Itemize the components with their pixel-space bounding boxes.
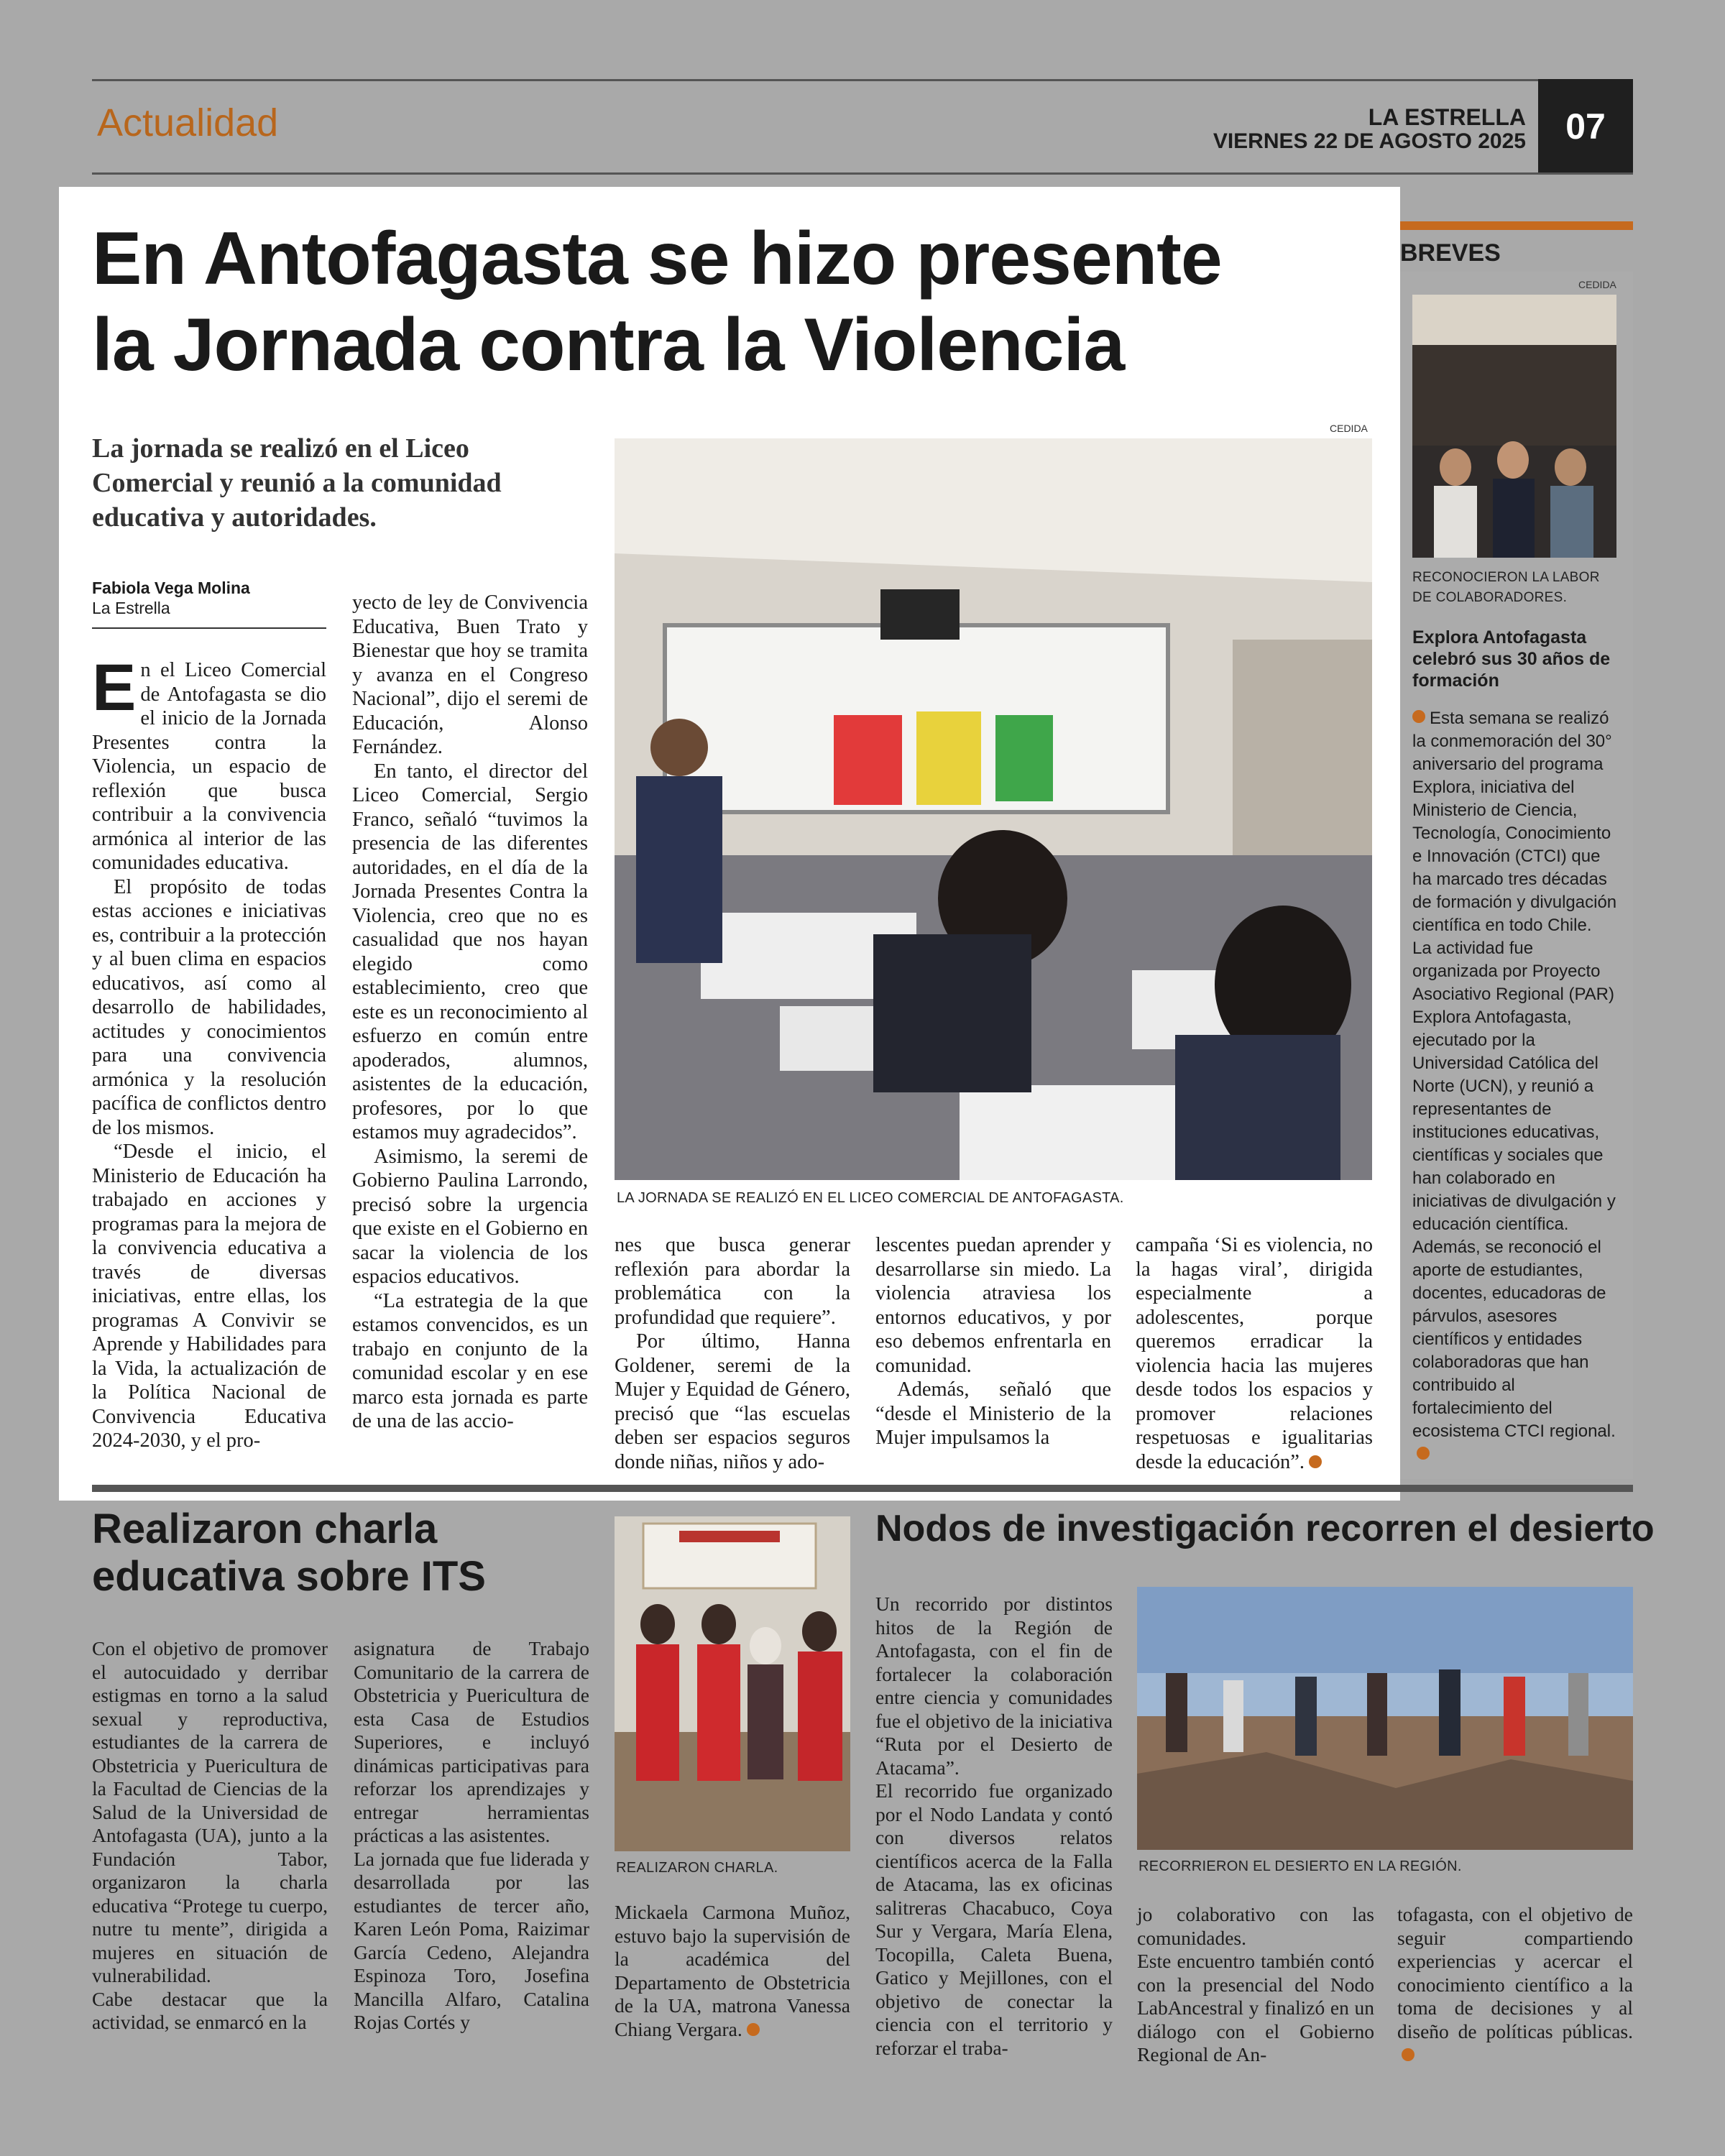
its-col1-p2: Cabe destacar que la actividad, se enmarcó en la (92, 1987, 328, 2033)
nodos-photo-caption: RECORRIERON EL DESIERTO EN LA REGIÓN. (1138, 1858, 1462, 1874)
its-headline-line1: Realizaron charla (92, 1506, 438, 1552)
main-deck: La jornada se realizó en el Liceo Comercial y reunió a la comunidad educativa y autoridades. (92, 433, 502, 533)
nodos-col1-p2: El recorrido fue organizado por el Nodo Landata y contó con diversos relatos científicos acerca de la Falla de Atacama, las ex oficinas salitreras Chacabuco, Coya Sur y Vergara, María Elena, Tocopilla, Caleta Buena, Gatico y Mejillones, con el objetivo de conectar la ciencia con el territorio y reforzar el traba- (875, 1779, 1113, 2059)
main-col4-p1: lescentes puedan aprender y desarrollarse sin miedo. La violencia atraviesa los entornos educativos, y por eso debemos enfrentarla en comunidad. (875, 1234, 1111, 1377)
nodos-col2-p1: jo colaborativo con las comunidades. (1137, 1903, 1374, 1949)
dancers-photo-illustration (615, 1516, 850, 1851)
breves-photo (1412, 295, 1616, 558)
section-divider (92, 1485, 1633, 1492)
desert-photo-illustration (1137, 1587, 1633, 1850)
main-col5-p1: campaña ‘Si es violencia, no la hagas viral’, dirigida especialmente a adolescentes, porque queremos erradicar la violencia hacia las mujeres desde todos los espacios y promover relaciones respetuosas e igualitarias desde la educación”. (1136, 1234, 1373, 1473)
main-col-2 (352, 591, 588, 1434)
main-col1-p3: “Desde el inicio, el Ministerio de Educación ha trabajado en acciones y programas para la mejora de la convivencia educativa a través de diversas iniciativas, entre ellas, los programas A Convivir se Aprende y Habilidades para la Vida, la actualización de la Política Nacional de Convivencia Educativa 2024-2030, y el pro- (92, 1141, 326, 1452)
its-photo (615, 1516, 850, 1851)
main-col2-p4: “La estrategia de la que estamos convencidos, es un trabajo en conjunto de la comunidad escolar y en ese marco esta jornada es parte de una de las accio- (352, 1289, 588, 1432)
newspaper-name: LA ESTRELLA (1368, 104, 1526, 130)
nodos-col-2 (1137, 1903, 1374, 2067)
end-mark-icon (747, 2023, 760, 2036)
end-mark-icon (1309, 1455, 1322, 1468)
main-col3-p1: nes que busca generar reflexión para abordar la problemática con la profundidad que requiere”. (615, 1234, 850, 1329)
its-col2-p1: asignatura de Trabajo Comunitario de la carrera de Obstetricia y Puericultura de esta Casa de Estudios Superiores, e incluyó dinámicas participativas para reforzar los aprendizajes y entregar herramientas prácticas a las asistentes. (354, 1637, 589, 1846)
main-photo-caption: LA JORNADA SE REALIZÓ EN EL LICEO COMERCIAL DE ANTOFAGASTA. (617, 1190, 1124, 1206)
main-col-4 (875, 1233, 1111, 1450)
breves-p1: Esta semana se realizó la conmemoración del 30° aniversario del programa Explora, iniciativa del Ministerio de Ciencia, Tecnología, Conocimiento e Innovación (CTCI) que ha marcado tres décadas de formación y divulgación científica en todo Chile. (1412, 709, 1617, 935)
its-col-2 (354, 1637, 589, 2035)
header-bottom-rule (92, 172, 1633, 175)
its-col3-p1: Mickaela Carmona Muñoz, estuvo bajo la supervisión de la académica del Departamento de Obstetricia de la UA, matrona Vanessa Chiang Vergara. (615, 1901, 850, 2040)
bullet-icon (1412, 710, 1425, 723)
nodos-photo (1137, 1587, 1633, 1850)
masthead (1213, 106, 1526, 152)
main-col-5 (1136, 1233, 1373, 1474)
nodos-col2-p2: Este encuentro también contó con la presencial del Nodo LabAncestral y finalizó en un diálogo con el Gobierno Regional de An- (1137, 1950, 1374, 2065)
dropcap: E (92, 651, 137, 724)
main-col-3 (615, 1233, 850, 1474)
author-outlet: La Estrella (92, 599, 170, 617)
issue-date: VIERNES 22 DE AGOSTO 2025 (1213, 129, 1526, 153)
main-headline-line2: la Jornada contra la Violencia (92, 303, 1125, 387)
classroom-photo-illustration (615, 438, 1372, 1180)
main-photo (615, 438, 1372, 1180)
main-col-1 (92, 651, 326, 1453)
nodos-headline: Nodos de investigación recorren el desierto (875, 1508, 1655, 1549)
main-col1-p1: n el Liceo Comercial de Antofagasta se dio el inicio de la Jornada Presentes contra la Violencia, un espacio de reflexión que busca contribuir a la convivencia armónica al interior de las comunidades educativa. (92, 659, 326, 874)
main-col3-p2: Por último, Hanna Goldener, seremi de la Mujer y Equidad de Género, precisó que “las escuelas deben ser espacios seguros donde niñas, niños y ado- (615, 1330, 850, 1473)
byline (92, 578, 250, 618)
its-col-3 (615, 1901, 850, 2041)
author-name: Fabiola Vega Molina (92, 579, 250, 597)
breves-photo-caption: RECONOCIERON LA LABOR DE COLABORADORES. (1412, 570, 1600, 605)
breves-accent-bar (1400, 221, 1633, 230)
top-rule (92, 79, 1538, 81)
its-col1-p1: Con el objetivo de promover el autocuidado y derribar estigmas en torno a la salud sexual y reproductiva, estudiantes de la carrera de Obstetricia y Puericultura de la Facultad de Ciencias de la Salud de la Universidad de Antofagasta (UA), junto a la Fundación Tabor, organizaron la charla educativa “Protege tu cuerpo, nutre tu mente”, dirigida a mujeres en situación de vulnerabilidad. (92, 1637, 328, 1986)
breves-p2: La actividad fue organizada por Proyecto Asociativo Regional (PAR) Explora Antofagasta, ejecutado por la Universidad Católica del Norte (UCN), y reunió a representantes de instituciones educativas, científicas y sociales que han colaborado en iniciativas de divulgación y educación científica. Además, se reconoció el aporte de estudiantes, docentes, educadoras de párvulos, asesores científicos y entidades colaboradoras que han contribuido al fortalecimiento del ecosistema CTCI regional. (1412, 939, 1616, 1441)
main-col4-p2: Además, señaló que “desde el Ministerio de la Mujer impulsamos la (875, 1378, 1111, 1449)
its-headline (92, 1506, 595, 1600)
breves-title: BREVES (1400, 239, 1501, 267)
main-headline-line1: En Antofagasta se hizo presente (92, 217, 1222, 300)
byline-rule (92, 627, 326, 629)
its-col-1 (92, 1637, 328, 2035)
nodos-col3-p1: tofagasta, con el objetivo de seguir compartiendo experiencias y acercar el conocimiento científico a la toma de decisiones y al diseño de políticas públicas. (1397, 1903, 1633, 2042)
main-col2-p1: yecto de ley de Convivencia Educativa, Buen Trato y Bienestar que hoy se tramita y avanza en el Congreso Nacional”, dijo el seremi de Educación, Alonso Fernández. (352, 591, 588, 758)
its-headline-line2: educativa sobre ITS (92, 1553, 486, 1600)
breves-photo-credit: CEDIDA (1578, 279, 1616, 290)
nodos-col-3 (1397, 1903, 1633, 2067)
page-number: 07 (1538, 79, 1633, 174)
group-photo-illustration (1412, 295, 1616, 558)
its-col2-p2: La jornada que fue liderada y desarrollada por las estudiantes de tercer año, Karen León Poma, Raizimar García Cedeno, Alejandra Espinoza Toro, Josefina Mancilla Alfaro, Catalina Rojas Cortés y (354, 1847, 589, 2033)
main-photo-credit: CEDIDA (1330, 423, 1368, 434)
main-headline (92, 216, 1400, 388)
end-mark-icon (1417, 1447, 1430, 1460)
breves-body (1412, 707, 1622, 1466)
main-col2-p2: En tanto, el director del Liceo Comercial, Sergio Franco, señaló “tuvimos la presencia de las diferentes autoridades, en el día de la Jornada Presentes Contra la Violencia, creo que no es casualidad que nos hayan elegido como establecimiento, creo que este es un reconocimiento al esfuerzo en común entre apoderados, alumnos, asistentes de la educación, profesores, por lo que estamos muy agradecidos”. (352, 760, 588, 1143)
nodos-col1-p1: Un recorrido por distintos hitos de la Región de Antofagasta, con el fin de fortalecer la colaboración entre ciencia y comunidades fue el objetivo de la iniciativa “Ruta por el Desierto de Atacama”. (875, 1593, 1113, 1779)
breves-headline: Explora Antofagasta celebró sus 30 años de formación (1412, 627, 1611, 691)
main-col1-p2: El propósito de todas estas acciones e iniciativas es, contribuir a la protección y al buen clima en espacios educativos, así como al desarrollo de habilidades, actitudes y conocimientos para una convivencia armónica y la resolución pacífica de conflictos dentro de los mismos. (92, 875, 326, 1139)
section-label: Actualidad (97, 101, 279, 144)
nodos-col-1 (875, 1593, 1113, 2060)
its-photo-caption: REALIZARON CHARLA. (616, 1860, 778, 1876)
main-col2-p3: Asimismo, la seremi de Gobierno Paulina Larrondo, precisó sobre la urgencia que existe en el Gobierno en sacar la violencia de los espacios educativos. (352, 1145, 588, 1288)
end-mark-icon (1402, 2048, 1414, 2061)
